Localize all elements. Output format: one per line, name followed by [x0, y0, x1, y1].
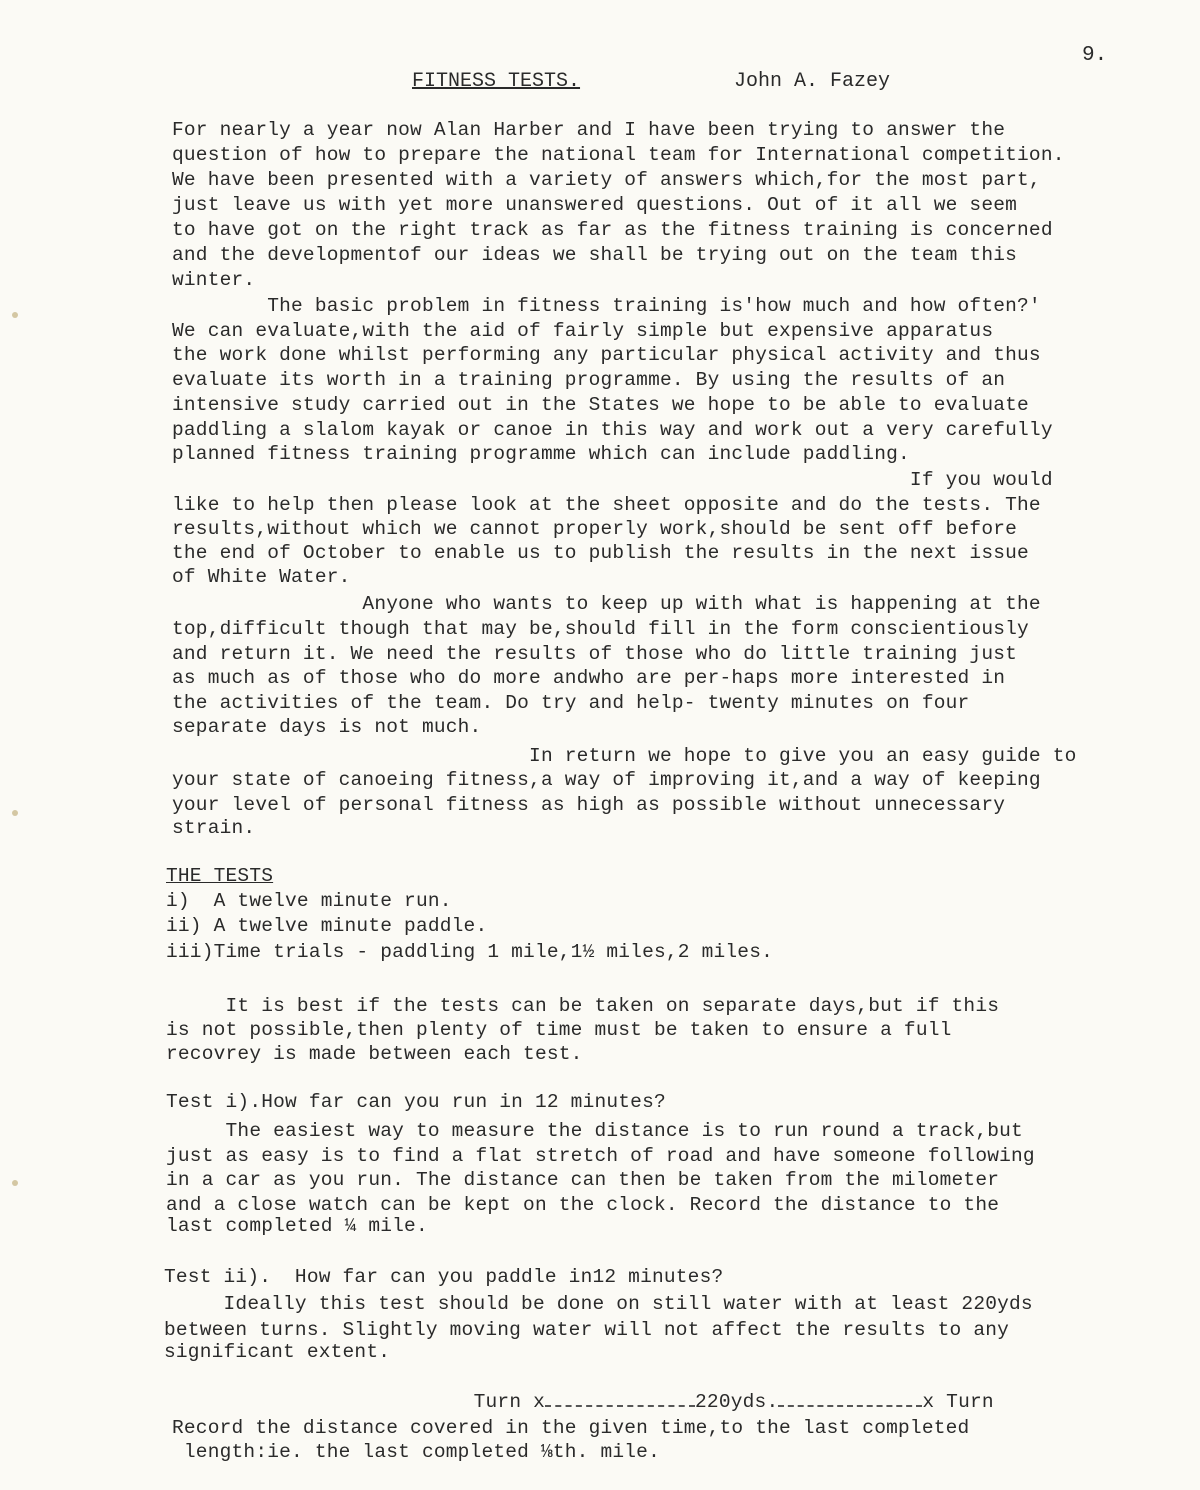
intro-line: and return it. We need the results of those who do little training just — [172, 643, 1018, 665]
document-title: FITNESS TESTS. — [412, 70, 581, 93]
intro-line: strain. — [172, 817, 256, 839]
intro-line: the activities of the team. Do try and help- twenty minutes on four — [172, 692, 970, 714]
intro-line: of White Water. — [172, 566, 351, 588]
diagram-distance-label: 220yds. — [695, 1391, 779, 1413]
test2-heading: Test ii). How far can you paddle in12 minutes? — [164, 1266, 724, 1288]
intro-line: Anyone who wants to keep up with what is happening at the — [172, 593, 1041, 615]
tests-list-item: ii) A twelve minute paddle. — [166, 915, 488, 937]
diagram-dash-left — [545, 1405, 695, 1407]
diagram-dash-right — [778, 1405, 922, 1407]
intro-line: The basic problem in fitness training is'how much and how often?' — [172, 295, 1041, 317]
intro-line: just leave us with yet more unanswered questions. Out of it all we seem — [172, 194, 1018, 216]
test2-line: Ideally this test should be done on still water with at least 220yds — [164, 1293, 1033, 1315]
intro-line: and the developmentof our ideas we shall be trying out on the team this — [172, 244, 1018, 266]
test1-line: just as easy is to find a flat stretch of road and have someone following — [166, 1145, 1035, 1167]
intro-line: results,without which we cannot properly work,should be sent off before — [172, 518, 1018, 540]
intro-line: evaluate its worth in a training programme. By using the results of an — [172, 369, 1006, 391]
intro-line: question of how to prepare the national team for International competition. — [172, 144, 1065, 166]
test1-line: The easiest way to measure the distance is to run round a track,but — [166, 1120, 1023, 1142]
test1-line: and a close watch can be kept on the clock. Record the distance to the — [166, 1194, 1000, 1216]
intro-line: winter. — [172, 269, 256, 291]
diagram-left-label: Turn x — [473, 1391, 546, 1413]
author-name: John A. Fazey — [734, 70, 891, 93]
intro-line: your level of personal fitness as high as possible without unnecessary — [172, 794, 1006, 816]
test2-line: significant extent. — [164, 1341, 391, 1363]
intro-line: In return we hope to give you an easy guide to — [172, 745, 1077, 767]
intro-line: planned fitness training programme which can include paddling. — [172, 443, 910, 465]
test2-line: between turns. Slightly moving water will not affect the results to any — [164, 1319, 1010, 1341]
intro-line: If you would — [172, 469, 1053, 491]
intro-line: like to help then please look at the sheet opposite and do the tests. The — [172, 494, 1041, 516]
record-line: length:ie. the last completed ⅛th. mile. — [172, 1441, 660, 1463]
tests-list-item: iii)Time trials - paddling 1 mile,1½ miles,2 miles. — [166, 941, 773, 963]
intro-line: the end of October to enable us to publish the results in the next issue — [172, 542, 1029, 564]
record-line: Record the distance covered in the given time,to the last completed — [172, 1417, 970, 1439]
test1-line: in a car as you run. The distance can then be taken from the milometer — [166, 1169, 1000, 1191]
intro-line: as much as of those who do more andwho are per-haps more interested in — [172, 667, 1006, 689]
test1-heading: Test i).How far can you run in 12 minutes? — [166, 1091, 666, 1113]
intro-line: top,difficult though that may be,should fill in the form conscientiously — [172, 618, 1029, 640]
intro-line: your state of canoeing fitness,a way of improving it,and a way of keeping — [172, 769, 1041, 791]
intro-line: to have got on the right track as far as the fitness training is concerned — [172, 219, 1053, 241]
intro-line: We have been presented with a variety of answers which,for the most part, — [172, 169, 1041, 191]
diagram-right-label: x Turn — [922, 1391, 994, 1413]
intro-line: We can evaluate,with the aid of fairly simple but expensive apparatus — [172, 320, 994, 342]
test1-line: last completed ¼ mile. — [166, 1215, 428, 1237]
tests-heading: THE TESTS — [166, 865, 274, 887]
intro-line: separate days is not much. — [172, 716, 482, 738]
tests-list-item: i) A twelve minute run. — [166, 890, 452, 912]
separate-days-line: It is best if the tests can be taken on separate days,but if this — [166, 995, 1000, 1017]
intro-line: paddling a slalom kayak or canoe in this way and work out a very carefully — [172, 419, 1053, 441]
intro-line: intensive study carried out in the States we hope to be able to evaluate — [172, 394, 1029, 416]
separate-days-line: recovrey is made between each test. — [166, 1043, 583, 1065]
intro-line: For nearly a year now Alan Harber and I have been trying to answer the — [172, 119, 1006, 141]
page-number: 9. — [1082, 44, 1108, 67]
separate-days-line: is not possible,then plenty of time must be taken to ensure a full — [166, 1019, 952, 1041]
intro-line: the work done whilst performing any particular physical activity and thus — [172, 344, 1041, 366]
